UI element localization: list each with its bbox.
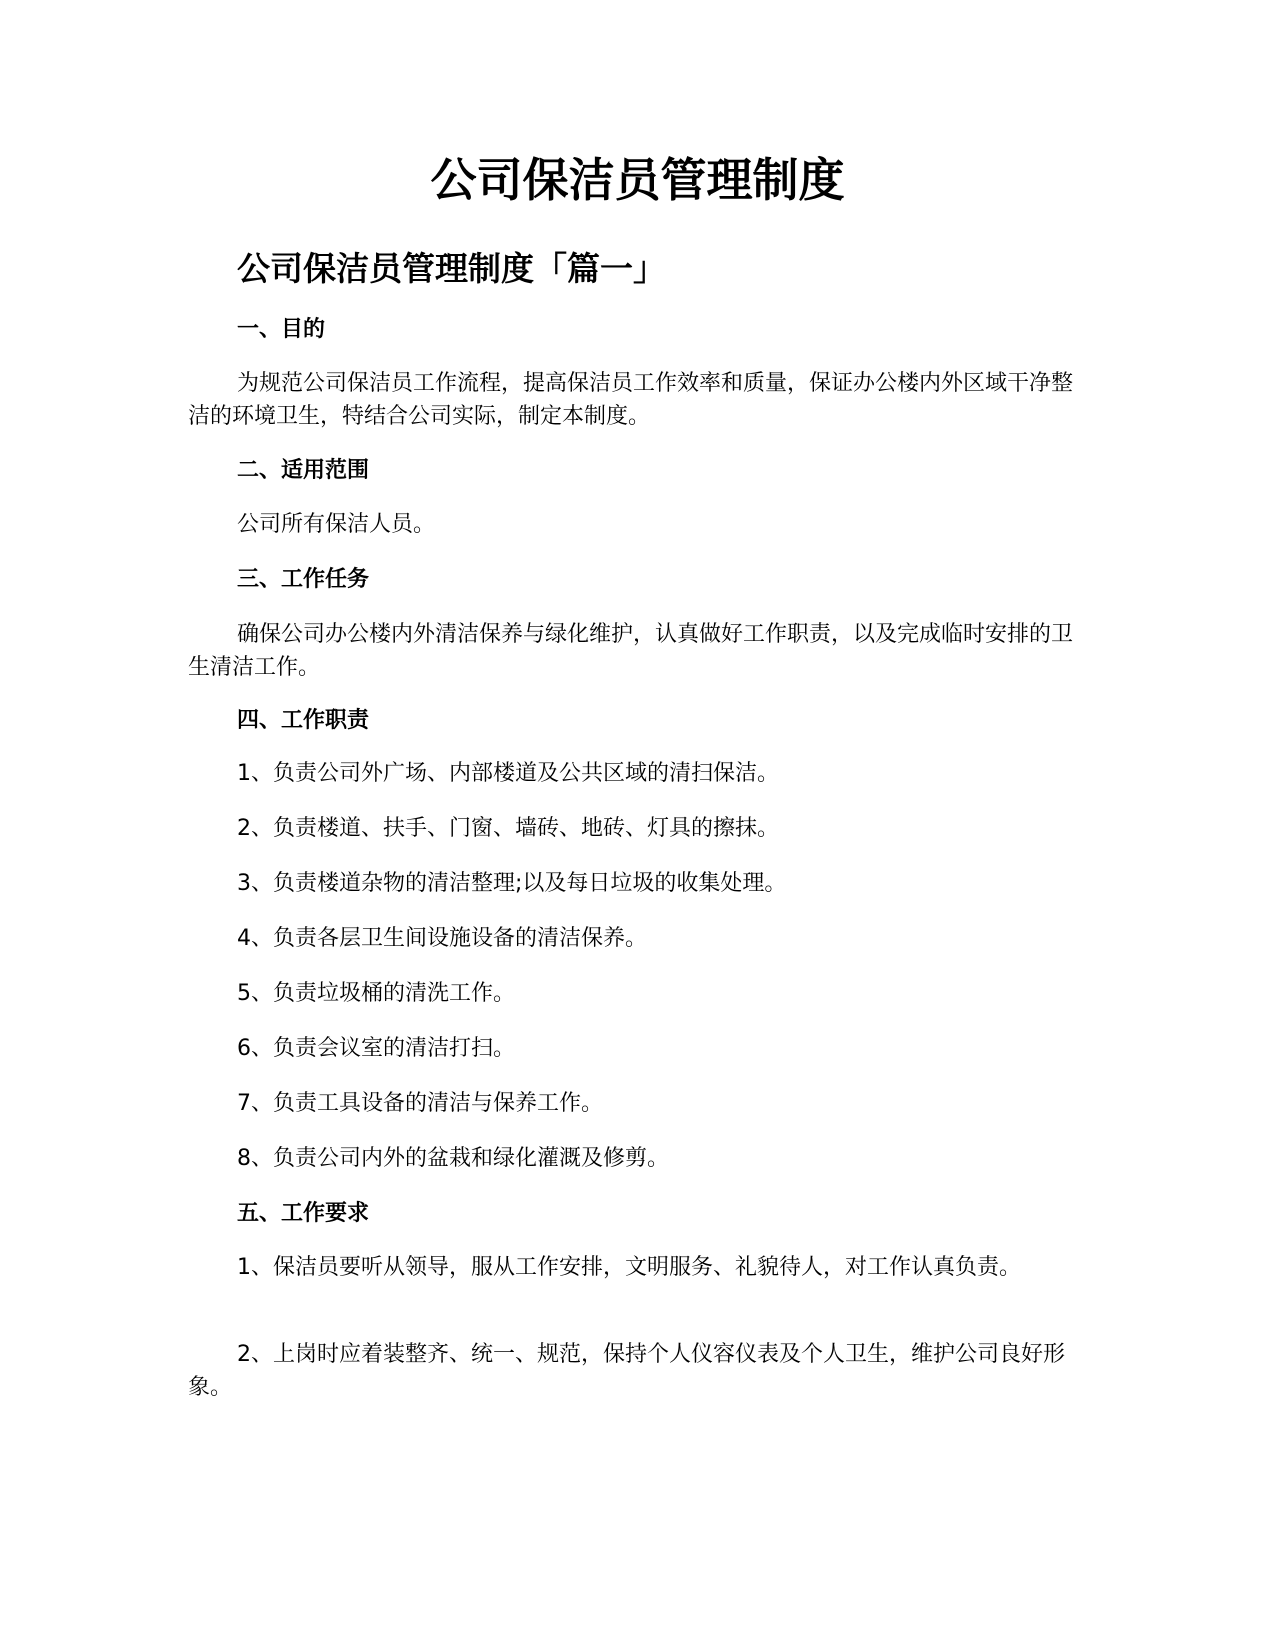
- requirement-item: [188, 1251, 1088, 1284]
- requirement-item: [188, 1338, 1088, 1404]
- purpose-paragraph: [188, 367, 1088, 433]
- duty-item: 7、负责工具设备的清洁与保养工作。: [237, 1091, 603, 1116]
- duty-item: 1、负责公司外广场、内部楼道及公共区域的清扫保洁。: [237, 761, 779, 786]
- document-subtitle: 公司保洁员管理制度「篇一」: [237, 249, 666, 288]
- requirement-text: 2、上岗时应着装整齐、统一、规范，保持个人仪容仪表及个人卫生，维护公司良好形象。: [188, 1342, 1065, 1400]
- duty-item: 3、负责楼道杂物的清洁整理;以及每日垃圾的收集处理。: [237, 871, 787, 896]
- duty-item: 8、负责公司内外的盆栽和绿化灌溉及修剪。: [237, 1146, 669, 1171]
- purpose-text: 为规范公司保洁员工作流程，提高保洁员工作效率和质量，保证办公楼内外区域干净整洁的环境卫生，特结合公司实际，制定本制度。: [188, 371, 1074, 429]
- section-heading-tasks: 三、工作任务: [237, 567, 370, 592]
- requirement-text: 1、保洁员要听从领导，服从工作安排，文明服务、礼貌待人，对工作认真负责。: [237, 1255, 1021, 1280]
- duty-item: 5、负责垃圾桶的清洗工作。: [237, 981, 515, 1006]
- duty-item: 6、负责会议室的清洁打扫。: [237, 1036, 515, 1061]
- section-heading-purpose: 一、目的: [237, 317, 326, 342]
- section-heading-duties: 四、工作职责: [237, 708, 370, 733]
- tasks-text: 确保公司办公楼内外清洁保养与绿化维护，认真做好工作职责，以及完成临时安排的卫生清洁工作。: [188, 622, 1074, 680]
- scope-text: 公司所有保洁人员。: [237, 512, 436, 537]
- section-heading-requirements: 五、工作要求: [237, 1201, 370, 1226]
- duty-item: 2、负责楼道、扶手、门窗、墙砖、地砖、灯具的擦抹。: [237, 816, 779, 841]
- duty-item: 4、负责各层卫生间设施设备的清洁保养。: [237, 926, 647, 951]
- document-title: 公司保洁员管理制度: [430, 153, 845, 207]
- section-heading-scope: 二、适用范围: [237, 458, 370, 483]
- tasks-paragraph: [188, 618, 1088, 684]
